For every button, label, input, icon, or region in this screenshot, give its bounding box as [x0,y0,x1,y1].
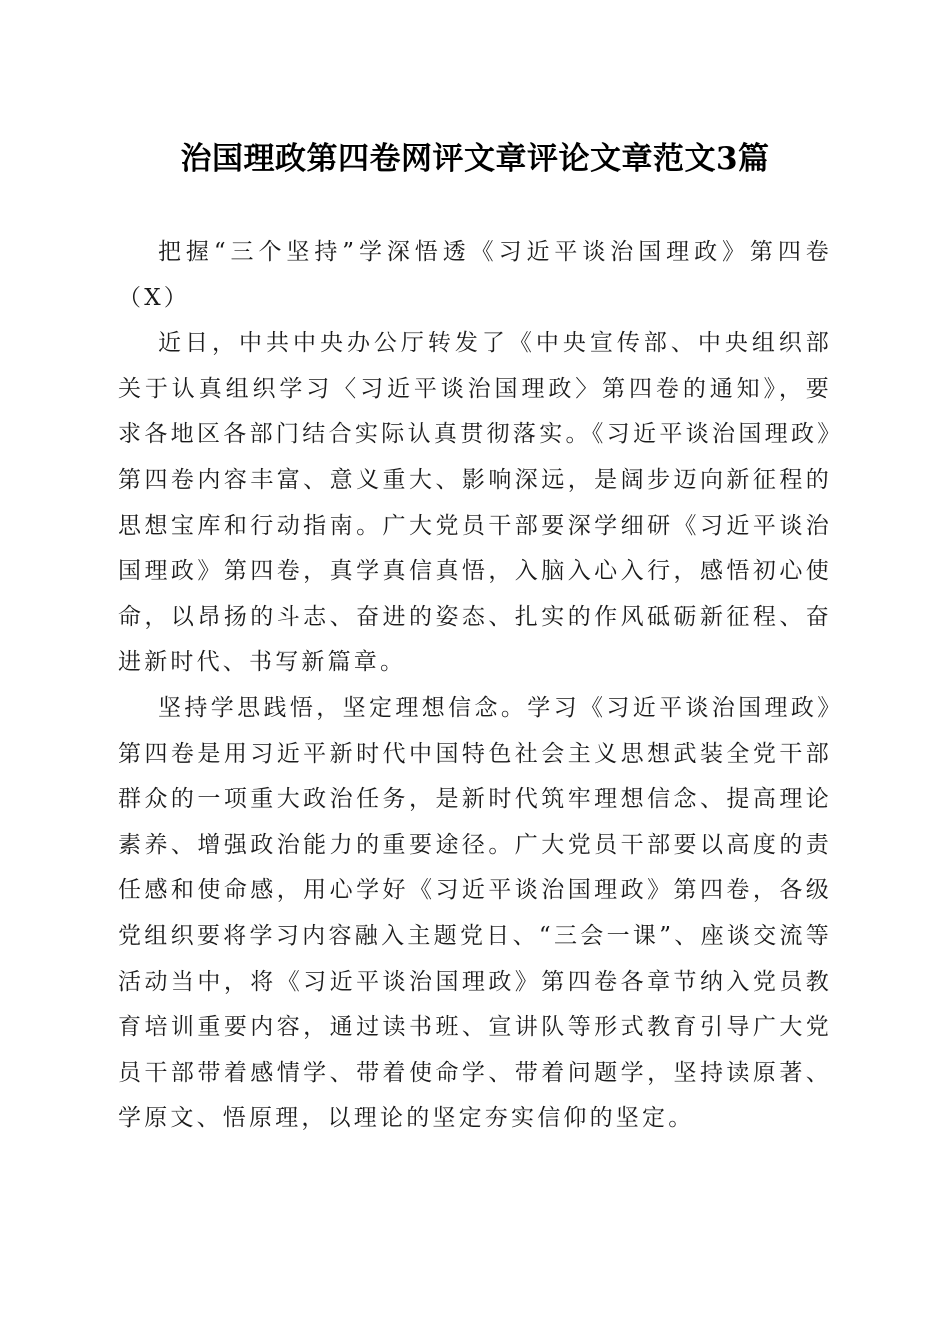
document-body [118,230,832,1142]
article-heading: 把握“三个坚持”学深悟透《习近平谈治国理政》第四卷（X） [118,239,832,311]
paragraph: 坚持学思践悟，坚定理想信念。学习《习近平谈治国理政》第四卷是用习近平新时代中国特色社会主义思想武装全党干部群众的一项重大政治任务，是新时代筑牢理想信念、提高理论素养、增强政治能力的重要途径。广大党员干部要以高度的责任感和使命感，用心学好《习近平谈治国理政》第四卷，各级党组织要将学习内容融入主题党日、“三会一课”、座谈交流等活动当中，将《习近平谈治国理政》第四卷各章节纳入党员教育培训重要内容，通过读书班、宣讲队等形式教育引导广大党员干部带着感情学、带着使命学、带着问题学，坚持读原著、学原文、悟原理，以理论的坚定夯实信仰的坚定。 [118,694,832,1132]
document-title: 治国理政第四卷网评文章评论文章范文3篇 [180,141,770,177]
paragraph: 近日，中共中央办公厅转发了《中央宣传部、中央组织部关于认真组织学习〈习近平谈治国理政〉第四卷的通知》，要求各地区各部门结合实际认真贯彻落实。《习近平谈治国理政》第四卷内容丰富、意义重大、影响深远，是阔步迈向新征程的思想宝库和行动指南。广大党员干部要深学细研《习近平谈治国理政》第四卷，真学真信真悟，入脑入心入行，感悟初心使命，以昂扬的斗志、奋进的姿态、扎实的作风砥砺新征程、奋进新时代、书写新篇章。 [118,330,832,676]
